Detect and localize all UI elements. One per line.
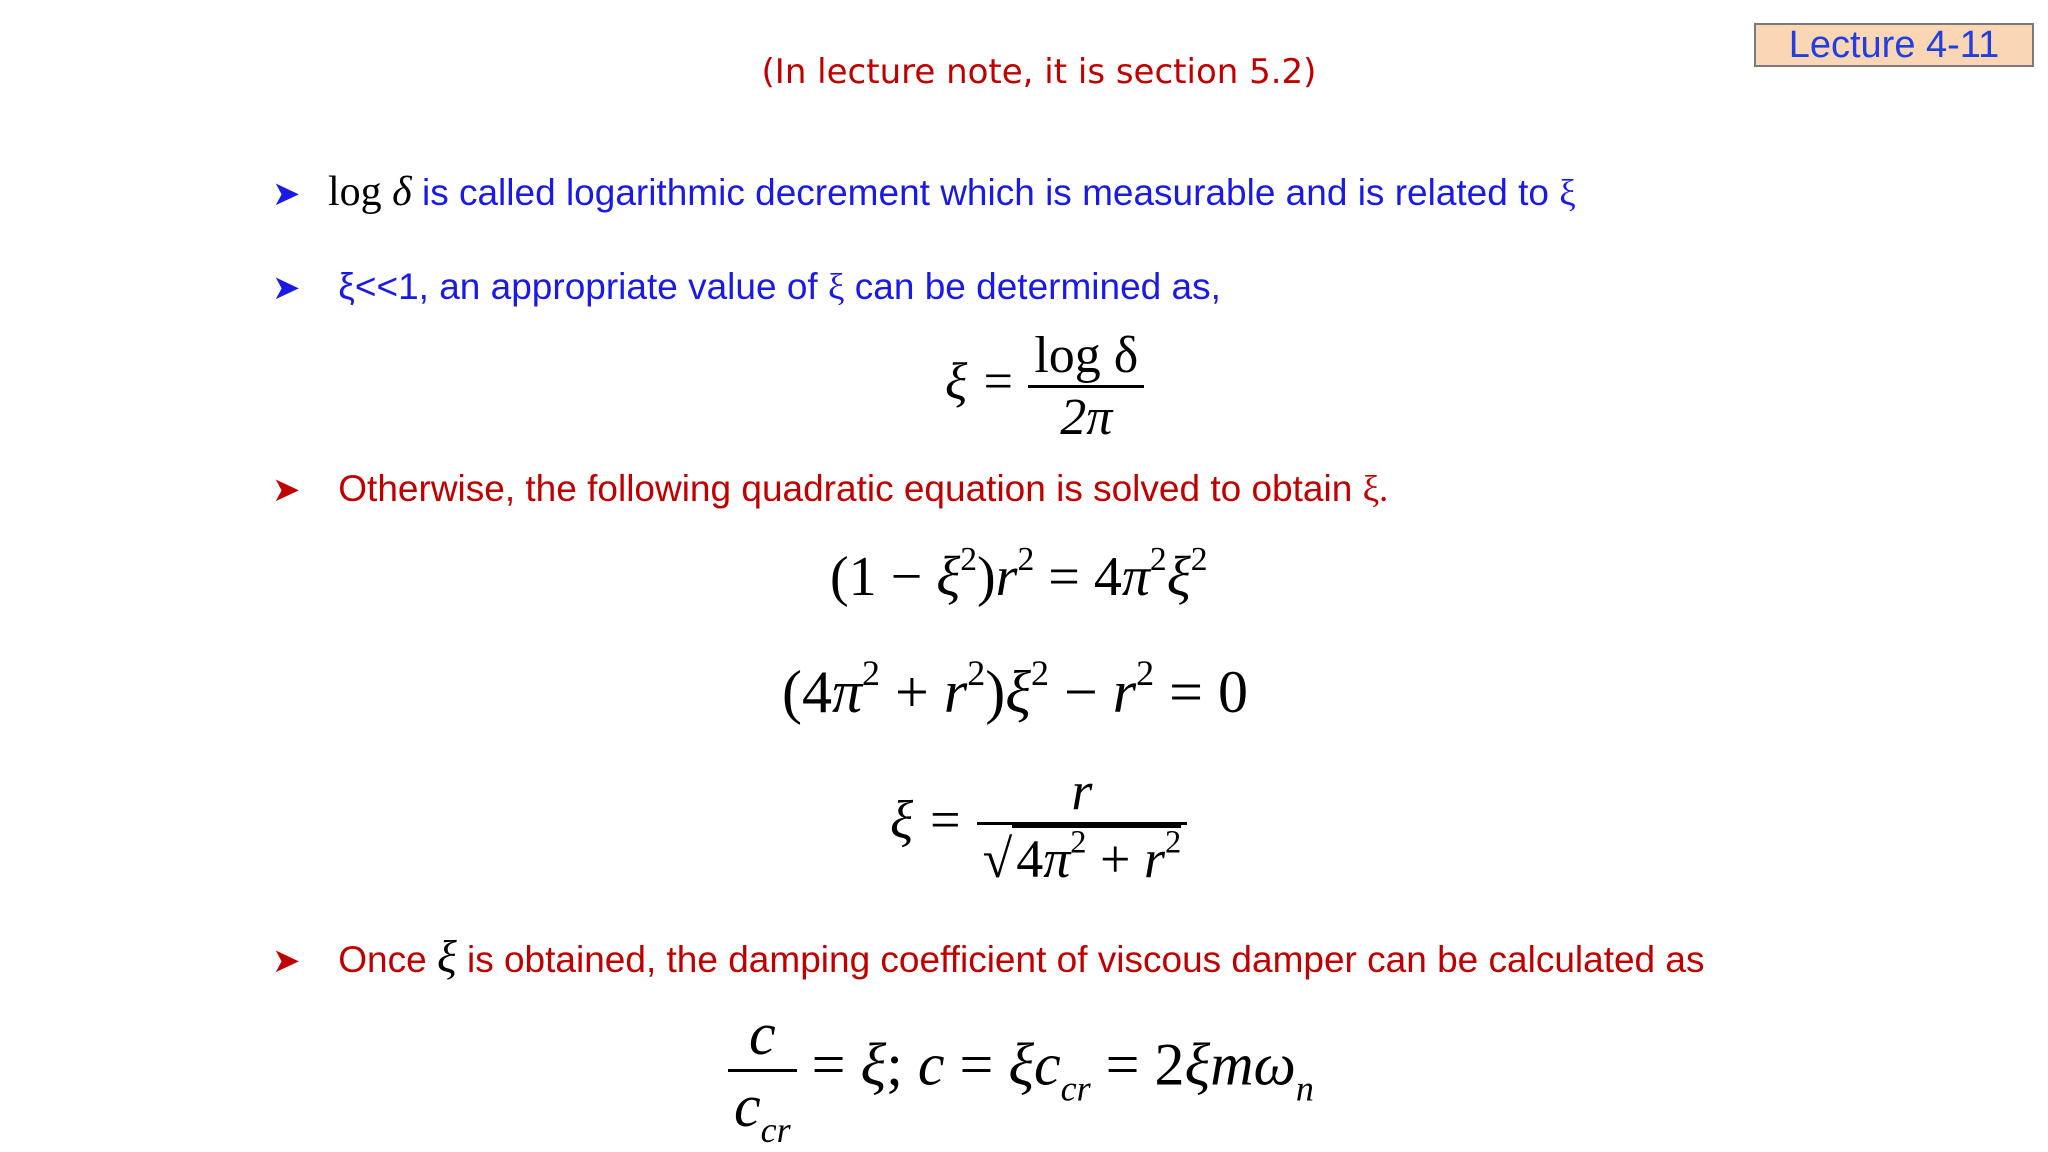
arrow-bullet-icon: ➤ [272, 471, 301, 509]
eq-numerator: r [1071, 761, 1093, 821]
equation-xi-solution [890, 760, 1187, 890]
lecture-badge: Lecture 4-11 [1754, 23, 2034, 67]
bullet-damping-coefficient [272, 930, 1705, 983]
bullet-text: an appropriate value of [439, 266, 818, 307]
xi-symbol: ξ. [1362, 469, 1389, 510]
bullet-small-damping [272, 266, 1221, 309]
equation-quadratic-2: $(4\pi^2 + r^2)\xi^2 - r^2 = 0$ [782, 653, 1248, 725]
equation-quadratic-1: $(1 - \xi^2)r^2 = 4\pi^2\xi^2$ [830, 540, 1208, 608]
bullet-log-decrement [272, 168, 1576, 216]
eq-denominator: $√4\pi^2 + r^2$ [977, 822, 1188, 890]
arrow-bullet-icon: ➤ [272, 175, 301, 213]
bullet-text: Otherwise, the following quadratic equation is solved to obtain [338, 468, 1353, 509]
section-note: (In lecture note, it is section 5.2) [761, 52, 1317, 92]
bullet-text-2: can be determined as, [854, 266, 1221, 307]
bullet-text: is called logarithmic decrement which is measurable and is related to [421, 172, 1549, 213]
equation-xi-log-delta [945, 326, 1144, 447]
xi-condition: ξ<<1, [338, 266, 429, 307]
bullet-text-2: is obtained, the damping coefficient of viscous damper can be calculated as [466, 939, 1705, 980]
log-delta-math: log δ [328, 169, 412, 215]
arrow-bullet-icon: ➤ [272, 942, 301, 980]
bullet-text: Once [338, 939, 427, 980]
arrow-bullet-icon: ➤ [272, 269, 301, 307]
eq-numerator: log δ [1034, 327, 1139, 384]
equation-damping-coefficient: $\frac{c}{c_{cr}}$ = ξ; $c = \xi c_{cr} = 2\xi m\omega_n$ [728, 1000, 1314, 1141]
eq-lhs: ξ = [890, 789, 964, 850]
bullet-quadratic [272, 468, 1388, 511]
xi-symbol: ξ [827, 267, 845, 308]
eq-lhs: ξ = [945, 353, 1016, 411]
xi-symbol: ξ [1559, 173, 1576, 214]
eq-denominator: 2π [1028, 385, 1144, 447]
xi-symbol: ξ [437, 931, 457, 982]
